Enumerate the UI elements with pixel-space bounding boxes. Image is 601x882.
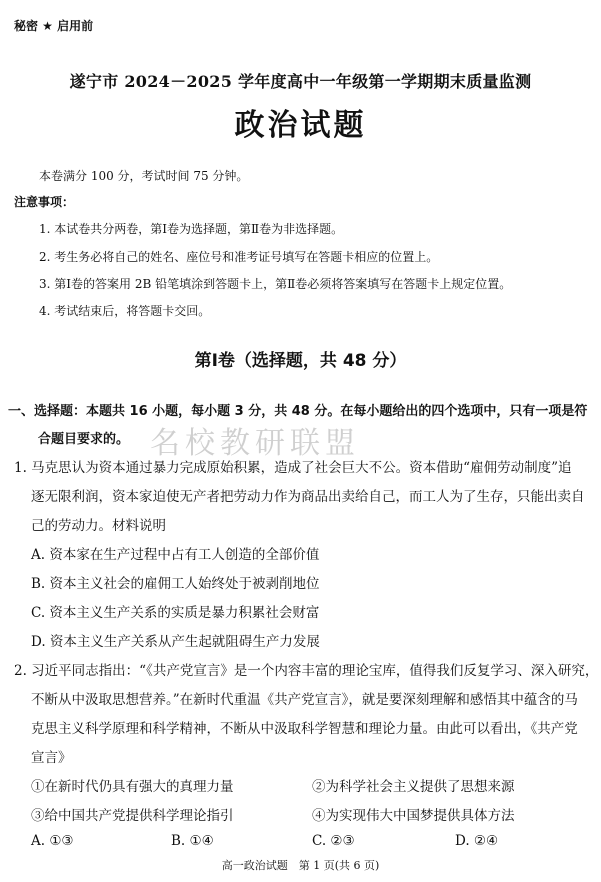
notes-heading: 注意事项： bbox=[14, 195, 75, 209]
statement-item: ①在新时代仍具有强大的真理力量 bbox=[31, 779, 234, 795]
question-stem-line: 己的劳动力。材料说明 bbox=[31, 518, 166, 534]
subject-title: 政治试题 bbox=[234, 108, 367, 143]
note-item: 2. 考生务必将自己的姓名、座位号和准考证号填写在答题卡相应的位置上。 bbox=[39, 250, 439, 264]
question-stem-line: 不断从中汲取思想营养。”在新时代重温《共产党宣言》，就是要深刻理解和感悟其中蕴含的马 bbox=[31, 692, 578, 708]
statement-item: ③给中国共产党提供科学理论指引 bbox=[31, 808, 234, 824]
question-stem-line: 宣言》 bbox=[31, 750, 72, 766]
statement-item: ④为实现伟大中国梦提供具体方法 bbox=[312, 808, 515, 824]
answer-option: B. 资本主义社会的雇佣工人始终处于被剥削地位 bbox=[31, 576, 320, 592]
question-stem-line: 克思主义科学原理和科学精神，不断从中汲取科学智慧和理论力量。由此可以看出，《共产党 bbox=[31, 721, 578, 737]
part1-title: 第Ⅰ卷（选择题，共 48 分） bbox=[194, 351, 407, 371]
secret-label: 秘密 ★ 启用前 bbox=[14, 19, 94, 33]
answer-choice: D. ②④ bbox=[455, 833, 499, 849]
note-item: 1. 本试卷共分两卷，第Ⅰ卷为选择题，第Ⅱ卷为非选择题。 bbox=[39, 222, 344, 236]
answer-choice: B. ①④ bbox=[171, 833, 214, 849]
answer-option: C. 资本主义生产关系的实质是暴力积累社会财富 bbox=[31, 605, 320, 621]
note-item: 4. 考试结束后，将答题卡交回。 bbox=[39, 304, 211, 318]
exam-title: 遂宁市 2024－2025 学年度高中一年级第一学期期末质量监测 bbox=[69, 72, 532, 91]
question-stem-line: 1. 马克思认为资本通过暴力完成原始积累，造成了社会巨大不公。资本借助“雇佣劳动制度”追 bbox=[14, 460, 572, 476]
statement-item: ②为科学社会主义提供了思想来源 bbox=[312, 779, 515, 795]
answer-option: A. 资本家在生产过程中占有工人创造的全部价值 bbox=[31, 547, 320, 563]
section-instruction: 一、选择题：本题共 16 小题，每小题 3 分，共 48 分。在每小题给出的四个选项中，只有一项是符 bbox=[8, 404, 588, 419]
question-stem-line: 逐无限利润，资本家迫使无产者把劳动力作为商品出卖给自己，而工人为了生存，只能出卖自 bbox=[31, 489, 585, 505]
section-instruction-cont: 合题目要求的。 bbox=[38, 432, 130, 447]
page-footer: 高一政治试题 第 1 页(共 6 页) bbox=[221, 859, 380, 872]
answer-choice: C. ②③ bbox=[312, 833, 355, 849]
question-stem-line: 2. 习近平同志指出：“《共产党宣言》是一个内容丰富的理论宝库，值得我们反复学习、深入研究， bbox=[14, 663, 599, 679]
watermark: 名校教研联盟 bbox=[150, 426, 360, 461]
exam-intro: 本卷满分 100 分，考试时间 75 分钟。 bbox=[39, 169, 249, 183]
answer-option: D. 资本主义生产关系从产生起就阻碍生产力发展 bbox=[31, 634, 320, 650]
answer-choice: A. ①③ bbox=[31, 833, 74, 849]
note-item: 3. 第Ⅰ卷的答案用 2B 铅笔填涂到答题卡上，第Ⅱ卷必须将答案填写在答题卡上规定位置。 bbox=[39, 277, 512, 291]
